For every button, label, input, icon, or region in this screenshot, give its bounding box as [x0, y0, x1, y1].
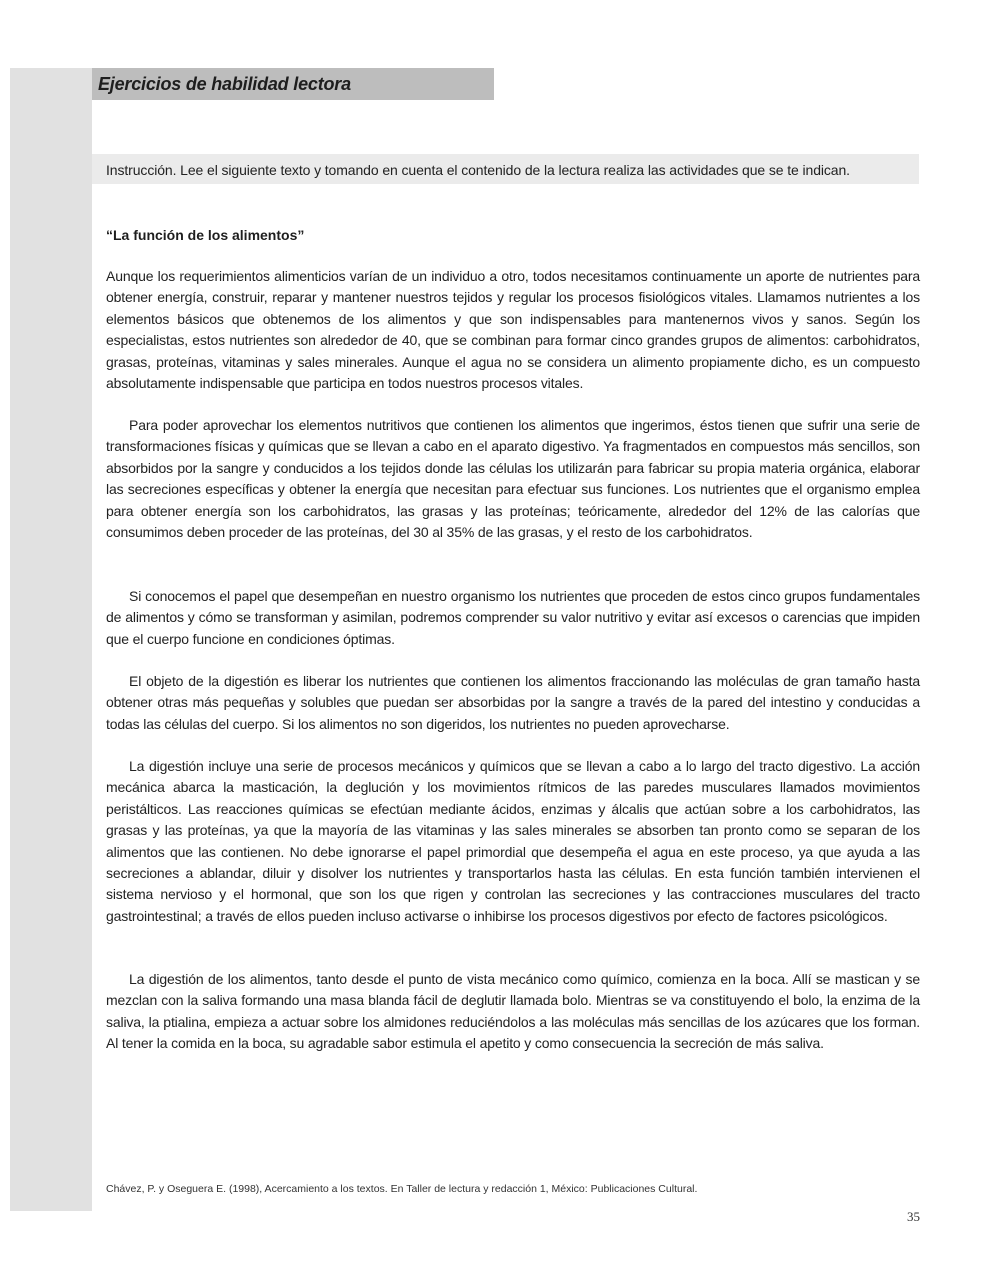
- section-title: Ejercicios de habilidad lectora: [98, 74, 351, 94]
- paragraph-4: El objeto de la digestión es liberar los nutrientes que contienen los alimentos fraccionando las moléculas de gran tamaño hasta obtener otras más pequeñas y solubles que puedan ser absorbidas por la sangre a través de la pared del intestino y conducidas a todas las células del cuerpo. Si los alimentos no son digeridos, los nutrientes no pueden aprovecharse.: [106, 673, 920, 732]
- paragraph-3: Si conocemos el papel que desempeñan en nuestro organismo los nutrientes que proceden de estos cinco grupos fundamentales de alimentos y cómo se transforman y asimilan, podremos comprender su valor nutritivo y evitar así excesos o carencias que impiden que el cuerpo funcione en condiciones óptimas.: [106, 588, 920, 647]
- paragraph-1: Aunque los requerimientos alimenticios varían de un individuo a otro, todos necesitamos continuamente un aporte de nutrientes para obtener energía, construir, reparar y mantener nuestros tejidos y regular los procesos fisiológicos vitales. Llamamos nutrientes a los elementos básicos que obtenemos de los alimentos y que son indispensables para mantenernos vivos y sanos. Según los especialistas, estos nutrientes son alrededor de 40, que se combinan para formar cinco grandes grupos de alimentos: carbohidratos, grasas, proteínas, vitaminas y sales minerales. Aunque el agua no se considera un alimento propiamente dicho, es un compuesto absolutamente indispensable que participa en todos nuestros procesos vitales.: [106, 268, 920, 392]
- citation: Chávez, P. y Oseguera E. (1998), Acercamiento a los textos. En Taller de lectura y redacción 1, México: Publicaciones Cultural.: [106, 1183, 698, 1195]
- paragraph-2: Para poder aprovechar los elementos nutritivos que contienen los alimentos que ingerimos, éstos tienen que sufrir una serie de transformaciones físicas y químicas que se llevan a cabo en el aparato digestivo. Ya fragmentados en compuestos más sencillos, son absorbidos por la sangre y conducidos a los tejidos donde las células los utilizarán para fabricar su propia materia orgánica, elaborar las secreciones específicas y obtener la energía que necesitan para efectuar sus funciones. Los nutrientes que el organismo emplea para obtener energía son los carbohidratos, las grasas y las proteínas; teóricamente, alrededor del 12% de las calorías que consumimos deben proceder de las proteínas, del 30 al 35% de las grasas, y el resto de los carbohidratos.: [106, 417, 920, 541]
- page-number: 35: [907, 1209, 920, 1224]
- left-margin-bar: [10, 68, 92, 1211]
- paragraph-5: La digestión incluye una serie de procesos mecánicos y químicos que se llevan a cabo a lo largo del tracto digestivo. La acción mecánica abarca la masticación, la deglución y los movimientos rítmicos de las paredes musculares llamados movimientos peristálticos. Las reacciones químicas se efectúan mediante ácidos, enzimas y álcalis que actúan sobre a los carbohidratos, las grasas y las proteínas, ya que la mayoría de las vitaminas y las sales minerales se absorben tan pronto como se separan de los alimentos que las contienen. No debe ignorarse el papel primordial que desempeña el agua en este proceso, ya que ayuda a las secreciones a ablandar, diluir y disolver los nutrientes y transportarlos hasta las células. En esta función también intervienen el sistema nervioso y el hormonal, que son los que rigen y controlan las secreciones y las contracciones musculares del tracto gastrointestinal; a través de ellos pueden incluso activarse o inhibirse los procesos digestivos por efecto de factores psicológicos.: [106, 758, 920, 924]
- paragraph-6: La digestión de los alimentos, tanto desde el punto de vista mecánico como químico, comienza en la boca. Allí se mastican y se mezclan con la saliva formando una masa blanda fácil de deglutir llamada bolo. Mientras se va constituyendo el bolo, la enzima de la saliva, la ptialina, empieza a actuar sobre los almidones reduciéndolos a las moléculas más sencillas de los azúcares que los forman. Al tener la comida en la boca, su agradable sabor estimula el apetito y como consecuencia la secreción de más saliva.: [106, 971, 920, 1052]
- reading-title: “La función de los alimentos”: [106, 227, 305, 243]
- instruction-text: Instrucción. Lee el siguiente texto y tomando en cuenta el contenido de la lectura realiza las actividades que se te indican.: [106, 162, 850, 178]
